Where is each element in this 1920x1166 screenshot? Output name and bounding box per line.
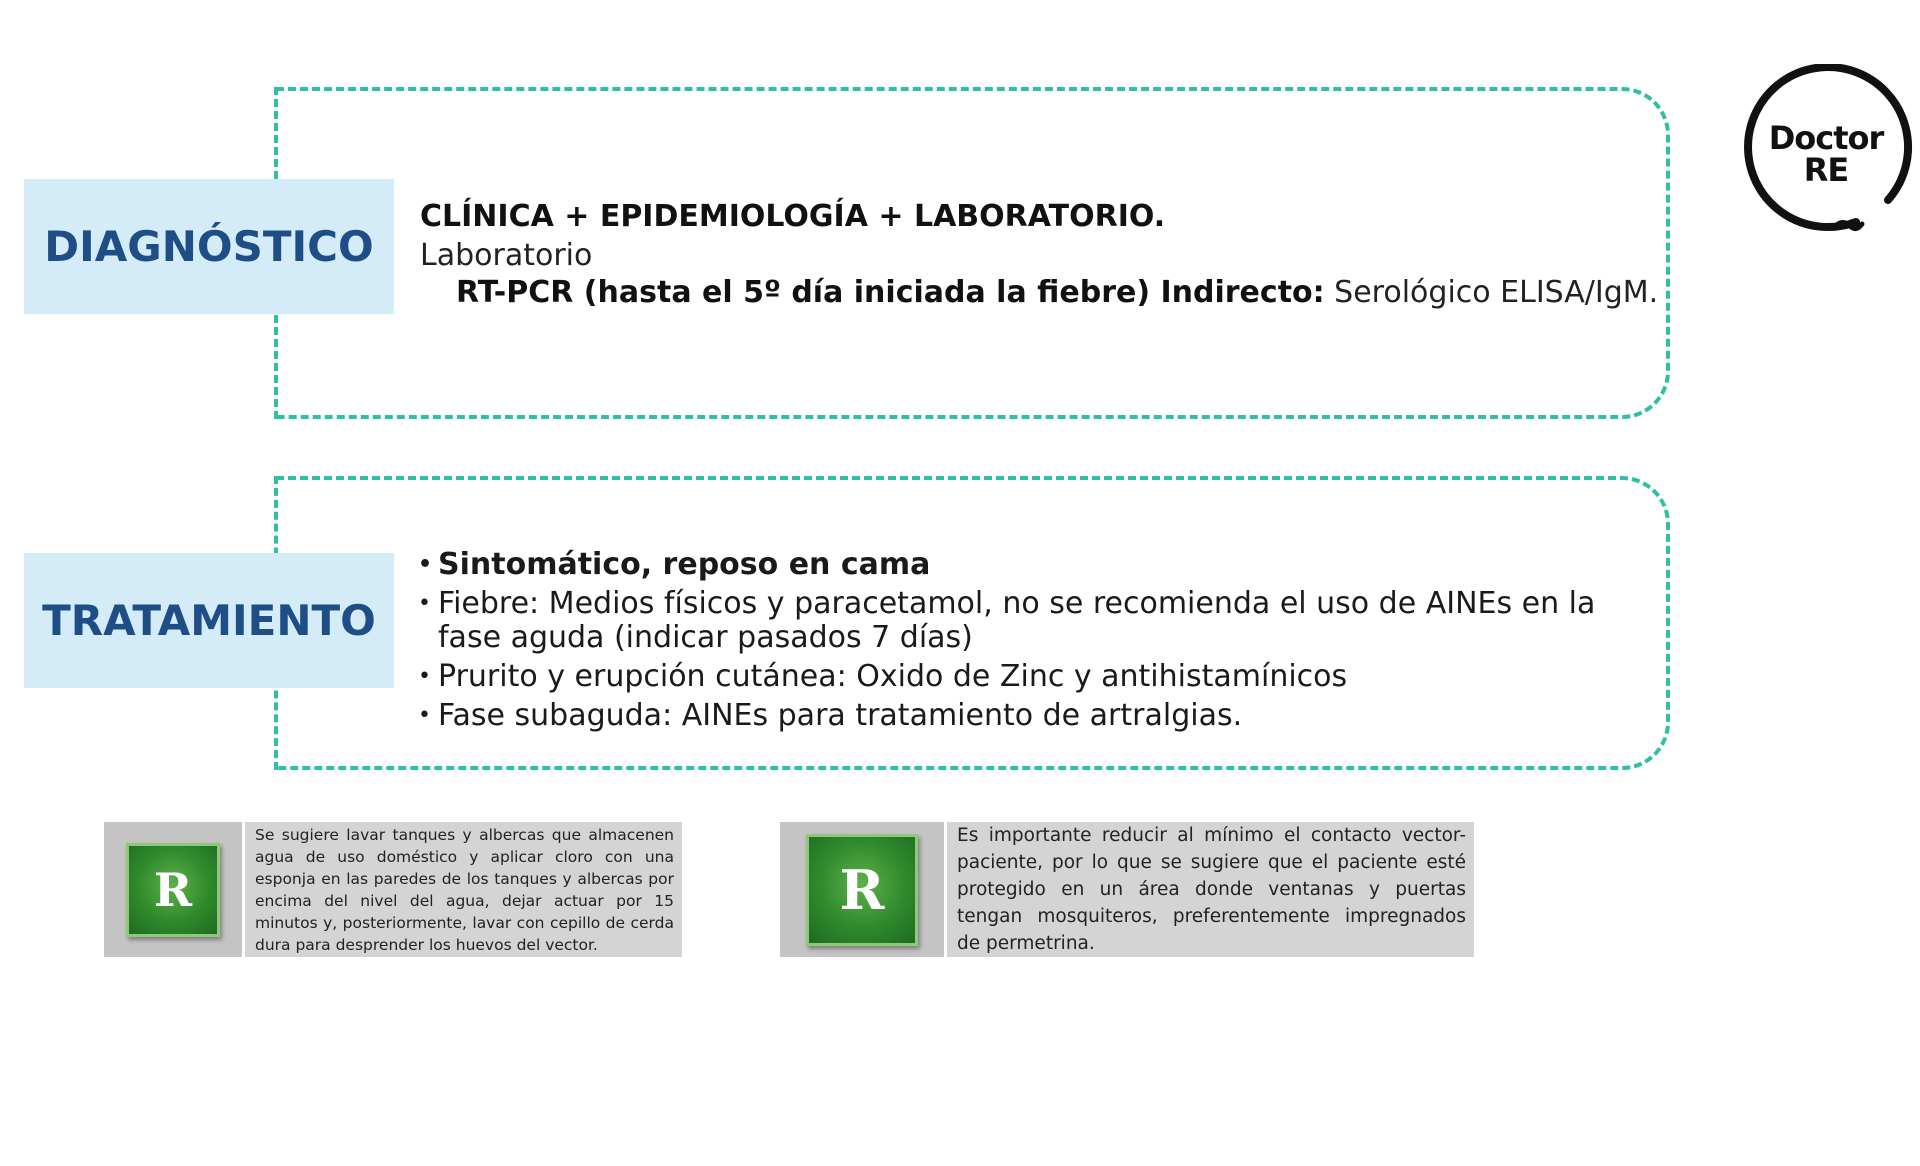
recommendation-card <box>104 822 682 957</box>
recommendation-text-content: Es importante reducir al mínimo el contacto vector-paciente, por lo que se sugiere que el paciente esté protegido en un área donde ventanas y puertas tengan mosquiteros, preferentemente impregnados de permetrina. <box>957 825 1466 954</box>
diagnostico-tests-normal: Serológico ELISA/IgM. <box>1324 275 1659 310</box>
recommendation-text-content: Se sugiere lavar tanques y albercas que almacenen agua de uso doméstico y aplicar cloro con una esponja en las paredes de los tanques y albercas por encima del nivel del agua, dejar actuar por 15 minutos y, posteriormente, lavar con cepillo de cerda dura para desprender los huevos del vector. <box>255 825 674 954</box>
diagnostico-heading: DIAGNÓSTICO <box>24 179 394 314</box>
list-item: • Sintomático, reposo en cama <box>418 548 1658 582</box>
recommendation-card <box>780 822 1474 957</box>
doctor-re-logo <box>1738 64 1914 240</box>
tratamiento-list <box>418 548 1658 738</box>
logo-line1: Doctor <box>1768 119 1884 157</box>
list-item: • Prurito y erupción cutánea: Oxido de Zinc y antihistamínicos <box>418 660 1658 694</box>
list-item: • Fiebre: Medios físicos y paracetamol, no se recomienda el uso de AINEs en la fase aguda (indicar pasados 7 días) <box>418 587 1658 655</box>
list-item: • Fase subaguda: AINEs para tratamiento de artralgias. <box>418 699 1658 733</box>
recommendation-text <box>947 822 1474 957</box>
recommendation-icon-cell <box>780 822 947 957</box>
diagnostico-tests-bold: RT-PCR (hasta el 5º día iniciada la fiebre) Indirecto: <box>456 275 1325 310</box>
diagnostico-criteria: CLÍNICA + EPIDEMIOLOGÍA + LABORATORIO. <box>420 199 1166 234</box>
diagnostico-laboratorio: Laboratorio <box>420 238 593 273</box>
recommendation-text <box>245 822 682 957</box>
logo-line2: RE <box>1803 151 1849 189</box>
recommendation-r-icon: R <box>806 834 918 946</box>
tratamiento-heading: TRATAMIENTO <box>24 553 394 688</box>
logo-text <box>1738 119 1914 189</box>
diagnostico-content <box>420 196 1660 312</box>
recommendation-r-icon: R <box>126 843 220 937</box>
diagnostico-tests <box>420 274 1660 312</box>
recommendation-icon-cell <box>104 822 245 957</box>
